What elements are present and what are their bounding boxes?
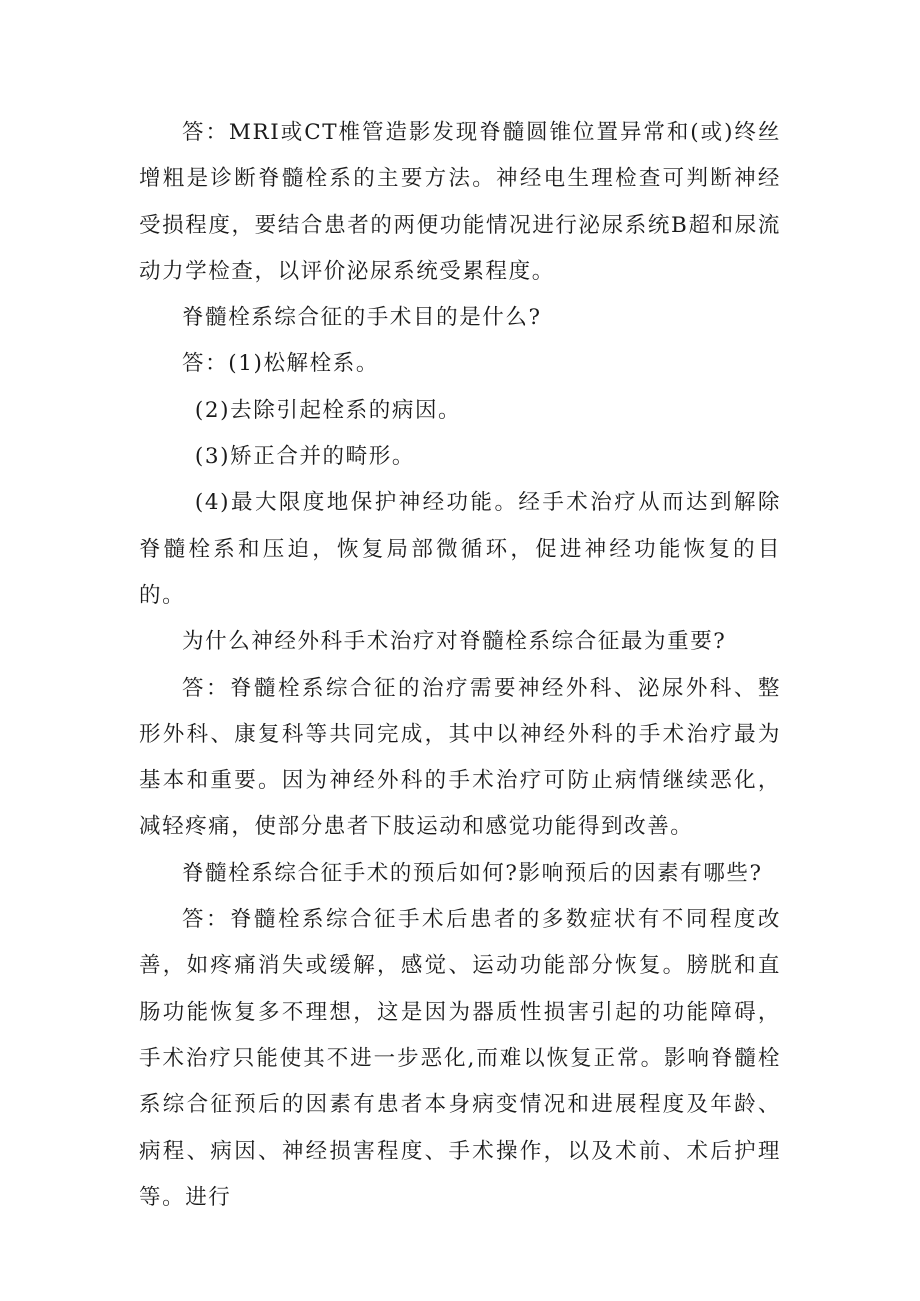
- answer-item-2: (2)去除引起栓系的病因。: [194, 397, 462, 423]
- paragraph-answer-prognosis: 答：脊髓栓系综合征手术后患者的多数症状有不同程度改善，如疼痛消失或缓解，感觉、运动功能部分恢复。膀胱和直肠功能恢复多不理想，这是因为器质性损害引起的功能障碍，手术治疗只能使其不进一步恶化,而难以恢复正常。影响脊髓栓系综合征预后的因素有患者本身病变情况和进展程度及年龄、病程、病因、神经损害程度、手术操作，以及术前、术后护理等。进行: [139, 907, 781, 1210]
- question-neurosurgery-importance: 为什么神经外科手术治疗对脊髓栓系综合征最为重要?: [182, 629, 727, 655]
- answer-item-1: 答：(1)松解栓系。: [182, 351, 379, 377]
- answer-item-4: (4)最大限度地保护神经功能。经手术治疗从而达到解除脊髓栓系和压迫，恢复局部微循环，促进神经功能恢复的目的。: [139, 490, 781, 608]
- answer-item-3: (3)矫正合并的畸形。: [194, 444, 415, 470]
- question-surgery-purpose: 脊髓栓系综合征的手术目的是什么?: [182, 305, 542, 331]
- question-prognosis: 脊髓栓系综合征手术的预后如何?影响预后的因素有哪些?: [182, 860, 763, 886]
- document-body: [139, 110, 781, 1221]
- paragraph-answer-diagnosis: 答：MRI或CT椎管造影发现脊髓圆锥位置异常和(或)终丝增粗是诊断脊髓栓系的主要方法。神经电生理检查可判断神经受损程度，要结合患者的两便功能情况进行泌尿系统B超和尿流动力学检查，以评价泌尿系统受累程度。: [139, 120, 781, 284]
- paragraph-answer-neurosurgery: 答：脊髓栓系综合征的治疗需要神经外科、泌尿外科、整形外科、康复科等共同完成，其中以神经外科的手术治疗最为基本和重要。因为神经外科的手术治疗可防止病情继续恶化，减轻疼痛，使部分患者下肢运动和感觉功能得到改善。: [139, 675, 781, 840]
